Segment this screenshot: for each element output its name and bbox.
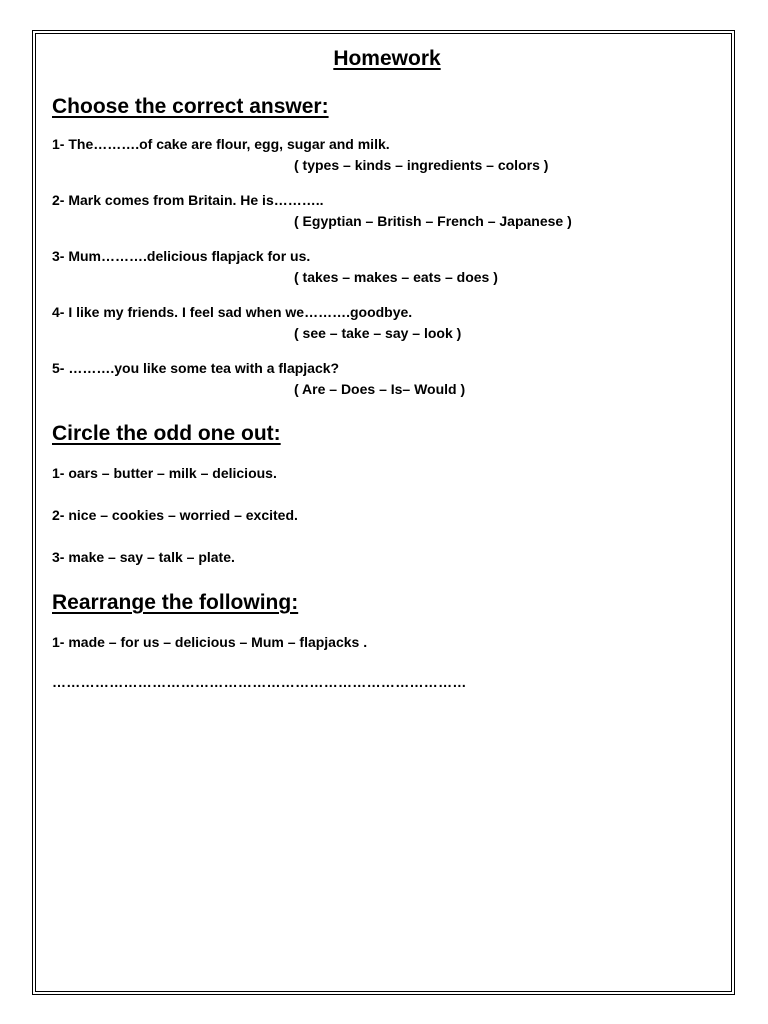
odd-one-out-item: 3- make – say – talk – plate. [52,549,235,565]
question-item [52,302,712,344]
question-item [52,190,712,232]
answer-options: ( see – take – say – look ) [294,325,462,341]
odd-one-out-item: 1- oars – butter – milk – delicious. [52,465,277,481]
question-text: 1- The……….of cake are flour, egg, sugar and milk. [52,136,390,152]
answer-options: ( Egyptian – British – French – Japanese ) [294,213,572,229]
answer-options: ( Are – Does – Is– Would ) [294,381,466,397]
multiple-choice-list [52,134,712,400]
worksheet-content [52,44,712,693]
page-title: Homework [333,47,441,70]
answer-line: …………………………………………………………………………… [52,674,467,690]
question-text: 5- ……….you like some tea with a flapjack? [52,360,340,376]
question-text: 2- Mark comes from Britain. He is……….. [52,192,324,208]
odd-one-out-list [52,463,712,568]
section-heading-choose: Choose the correct answer: [52,95,329,118]
rearrange-list [52,632,712,653]
section-heading-circle: Circle the odd one out: [52,422,281,445]
answer-options: ( takes – makes – eats – does ) [294,269,498,285]
answer-options: ( types – kinds – ingredients – colors ) [294,157,549,173]
section-heading-rearrange: Rearrange the following: [52,591,299,614]
question-item [52,358,712,400]
question-item [52,134,712,176]
question-text: 3- Mum……….delicious flapjack for us. [52,248,311,264]
rearrange-item: 1- made – for us – delicious – Mum – flapjacks . [52,634,368,650]
question-item [52,246,712,288]
question-text: 4- I like my friends. I feel sad when we……….goodbye. [52,304,413,320]
odd-one-out-item: 2- nice – cookies – worried – excited. [52,507,298,523]
